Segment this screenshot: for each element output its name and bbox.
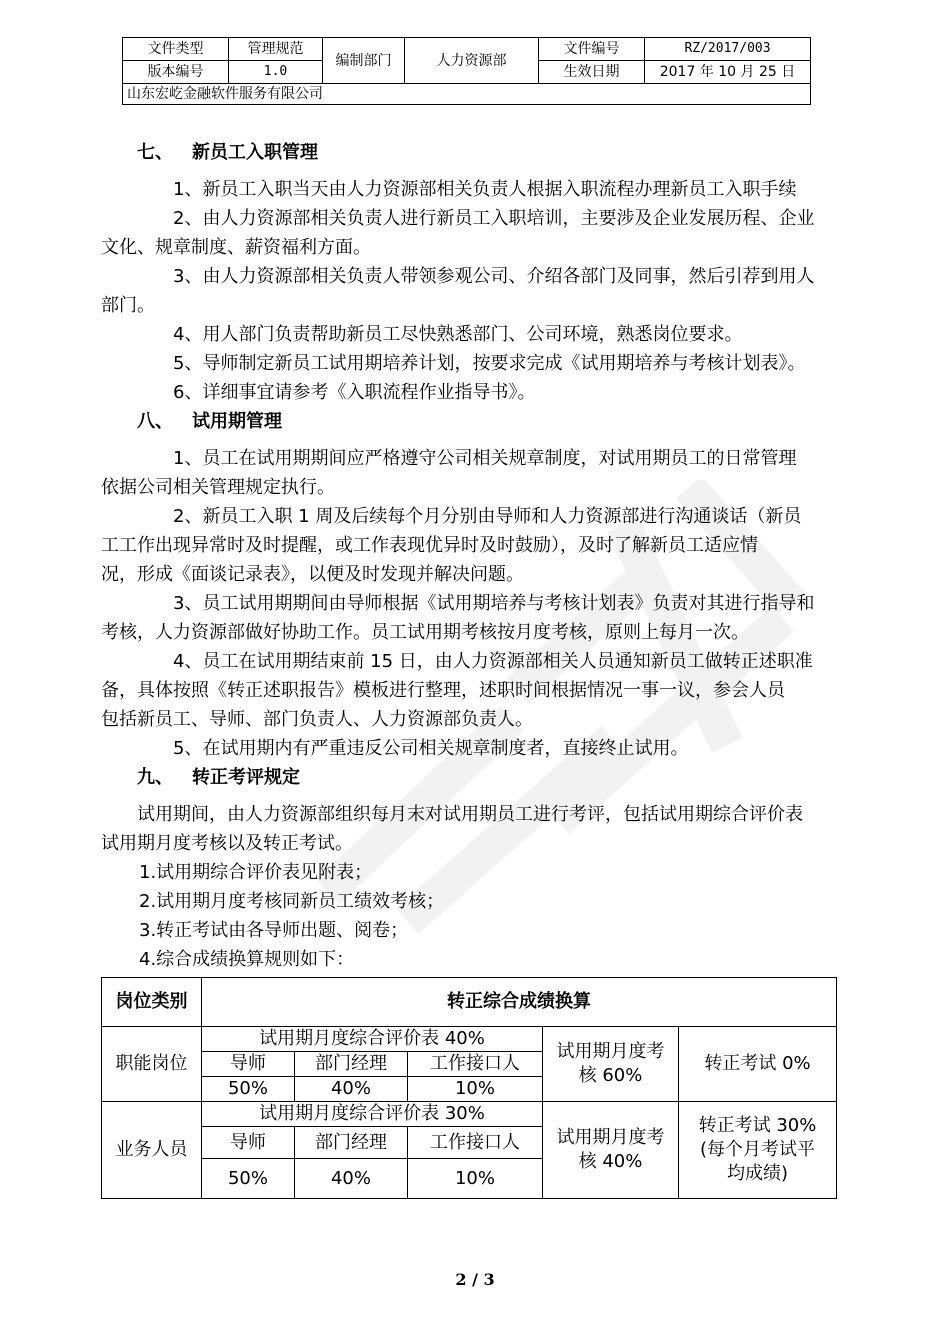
row1-eval: 试用期月度综合评价表 40%: [202, 1027, 543, 1052]
s8-item-1-cont: 依据公司相关管理规定执行。: [101, 477, 335, 498]
document-header-table: [122, 37, 811, 105]
s7-item-3: 3、由人力资源部相关负责人带领参观公司、介绍各部门及同事，然后引荐到用人: [173, 266, 815, 287]
row2-pct-contact: 10%: [408, 1159, 543, 1199]
section-7-number: 七、: [137, 142, 173, 163]
row2-col-contact: 工作接口人: [408, 1127, 543, 1159]
document-body: [101, 138, 837, 974]
row2-monthly: 试用期月度考核 40%: [543, 1102, 679, 1199]
section-9-number: 九、: [137, 767, 173, 788]
s8-item-2-cont-b: 况，形成《面谈记录表》，以便及时发现并解决问题。: [101, 564, 524, 585]
s8-item-4: 4、员工在试用期结束前 15 日，由人力资源部相关人员通知新员工做转正述职准: [173, 651, 813, 672]
s8-item-1: 1、员工在试用期期间应严格遵守公司相关规章制度，对试用期员工的日常管理: [173, 448, 797, 469]
s8-item-2: 2、新员工入职 1 周及后续每个月分别由导师和人力资源部进行沟通谈话（新员: [173, 506, 802, 527]
row2-pct-mentor: 50%: [202, 1159, 295, 1199]
s8-item-5: 5、在试用期内有严重违反公司相关规章制度者，直接终止试用。: [173, 738, 689, 759]
s8-item-4-cont-a: 备，具体按照《转正述职报告》模板进行整理，述职时间根据情况一事一议，参会人员: [101, 680, 785, 701]
row2-pct-manager: 40%: [295, 1159, 408, 1199]
s8-item-2-cont-a: 工工作出现异常时及时提醒，或工作表现优异时及时鼓励），及时了解新员工适应情: [101, 535, 758, 556]
row2-col-manager: 部门经理: [295, 1127, 408, 1159]
s7-item-1: 1、新员工入职当天由人力资源部相关负责人根据入职流程办理新员工入职手续: [173, 179, 797, 200]
s7-item-5: 5、导师制定新员工试用期培养计划，按要求完成《试用期培养与考核计划表》。: [173, 353, 806, 374]
section-9-heading: [101, 763, 837, 792]
section-7-heading: [101, 138, 837, 167]
row1-pct-contact: 10%: [408, 1077, 543, 1102]
row2-exam: 转正考试 30%(每个月考试平均成绩): [679, 1102, 837, 1199]
s7-item-4: 4、用人部门负责帮助新员工尽快熟悉部门、公司环境，熟悉岗位要求。: [173, 324, 743, 345]
s7-item-3-cont: 部门。: [101, 295, 155, 316]
header-value-type: 管理规范: [229, 38, 323, 61]
section-8-heading: [101, 407, 837, 436]
header-company: 山东宏屹金融软件服务有限公司: [123, 84, 811, 105]
header-label-date: 生效日期: [539, 61, 645, 84]
header-value-version: 1.0: [229, 61, 323, 84]
s9-item-3: 3.转正考试由各导师出题、阅卷；: [139, 920, 409, 941]
section-9-title: 转正考评规定: [192, 767, 300, 788]
row2-category: 业务人员: [102, 1102, 202, 1199]
header-label-version: 版本编号: [123, 61, 229, 84]
s7-item-6: 6、详细事宜请参考《入职流程作业指导书》。: [173, 382, 536, 403]
s9-intro-cont: 试用期月度考核以及转正考试。: [101, 833, 353, 854]
row1-col-manager: 部门经理: [295, 1052, 408, 1077]
header-value-date: 2017 年 10 月 25 日: [645, 61, 811, 84]
s7-item-2: 2、由人力资源部相关负责人进行新员工入职培训，主要涉及企业发展历程、企业: [173, 208, 815, 229]
table-header-category: 岗位类别: [102, 978, 202, 1027]
row2-col-mentor: 导师: [202, 1127, 295, 1159]
section-7-title: 新员工入职管理: [192, 142, 318, 163]
row1-pct-mentor: 50%: [202, 1077, 295, 1102]
s8-item-3: 3、员工试用期期间由导师根据《试用期培养与考核计划表》负责对其进行指导和: [173, 593, 815, 614]
s9-intro: 试用期间，由人力资源部组织每月末对试用期员工进行考评，包括试用期综合评价表: [137, 804, 803, 825]
header-label-type: 文件类型: [123, 38, 229, 61]
row1-col-contact: 工作接口人: [408, 1052, 543, 1077]
row1-col-mentor: 导师: [202, 1052, 295, 1077]
row1-pct-manager: 40%: [295, 1077, 408, 1102]
table-header-conversion: 转正综合成绩换算: [202, 978, 837, 1027]
header-label-docno: 文件编号: [539, 38, 645, 61]
section-8-number: 八、: [137, 411, 173, 432]
row1-exam: 转正考试 0%: [679, 1027, 837, 1102]
s8-item-3-cont: 考核，人力资源部做好协助工作。员工试用期考核按月度考核，原则上每月一次。: [101, 622, 749, 643]
s8-item-4-cont-b: 包括新员工、导师、部门负责人、人力资源部负责人。: [101, 709, 533, 730]
row2-eval: 试用期月度综合评价表 30%: [202, 1102, 543, 1127]
section-8-title: 试用期管理: [192, 411, 282, 432]
header-value-docno: RZ/2017/003: [645, 38, 811, 61]
s9-item-1: 1.试用期综合评价表见附表；: [139, 862, 373, 883]
header-label-dept: 编制部门: [323, 38, 405, 84]
s9-item-4: 4.综合成绩换算规则如下：: [139, 949, 355, 970]
row1-monthly: 试用期月度考核 60%: [543, 1027, 679, 1102]
s7-item-2-cont: 文化、规章制度、薪资福利方面。: [101, 237, 371, 258]
header-value-dept: 人力资源部: [405, 38, 539, 84]
s9-item-2: 2.试用期月度考核同新员工绩效考核；: [139, 891, 445, 912]
page-number: 2 / 3: [455, 1270, 495, 1289]
score-conversion-table: [101, 977, 837, 1199]
row1-category: 职能岗位: [102, 1027, 202, 1102]
